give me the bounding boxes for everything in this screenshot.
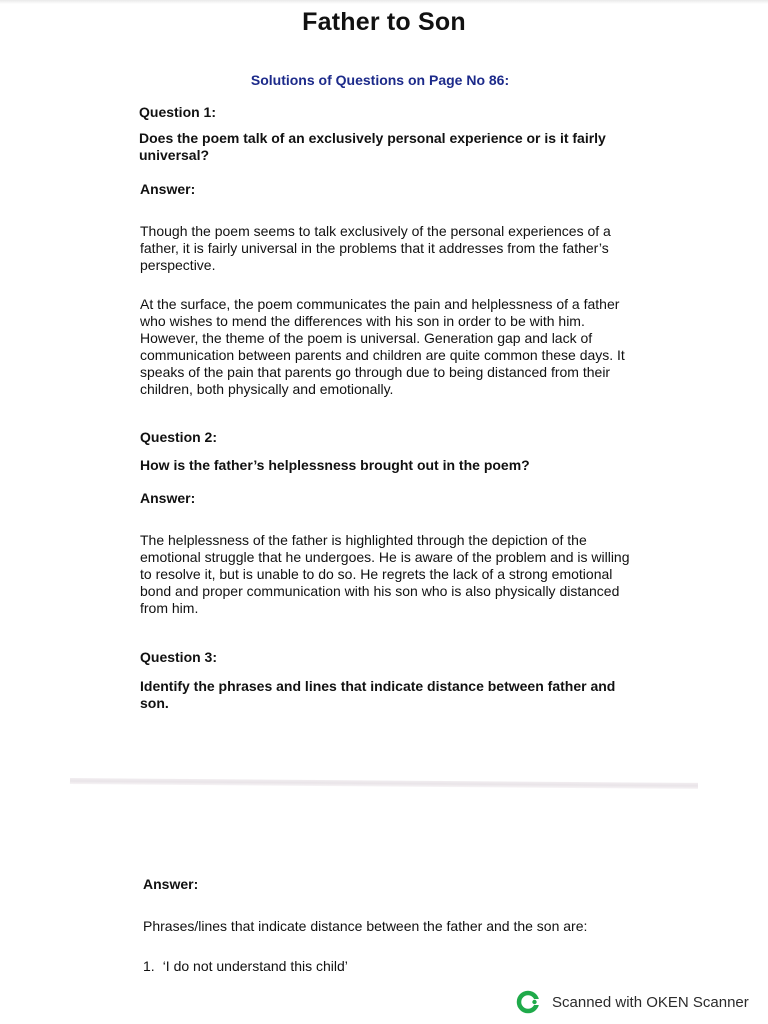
question-3-answer-paragraph-1: Phrases/lines that indicate distance between the father and the son are: — [143, 918, 588, 934]
page-subtitle: Solutions of Questions on Page No 86: — [250, 72, 510, 88]
question-1-text: Does the poem talk of an exclusively personal experience or is it fairly universal? — [139, 130, 606, 163]
question-2-answer-paragraph-1: The helplessness of the father is highlighted through the depiction of the emotional struggle that he undergoes. He is aware of the problem and is willing to resolve it, but is unable to do so. He regrets the lack of a strong emotional bond and proper communication with his son who is also physically distanced from him. — [140, 532, 630, 616]
question-2-text: How is the father’s helplessness brought out in the poem? — [140, 457, 530, 473]
page-divider — [70, 778, 698, 789]
question-1-answer-paragraph-1: Though the poem seems to talk exclusively of the personal experiences of a father, it is fairly universal in the problems that it addresses from the father’s perspective. — [140, 223, 611, 273]
list-item-number: 1. — [143, 958, 155, 974]
list-item — [143, 958, 348, 974]
question-3-answer-label: Answer: — [143, 876, 199, 892]
question-2-label: Question 2: — [140, 429, 218, 445]
question-3-label: Question 3: — [140, 649, 218, 665]
question-1-label: Question 1: — [139, 104, 217, 120]
question-1-answer-paragraph-2: At the surface, the poem communicates the pain and helplessness of a father who wishes to mend the differences with his son in order to be with him. However, the theme of the poem is universal. Generation gap and lack of communication between parents and children are quite common these days. It speaks of the pain that parents go through due to being distanced from their children, both physically and emotionally. — [140, 296, 625, 397]
question-2-answer-label: Answer: — [140, 490, 196, 506]
scanner-watermark — [516, 990, 749, 1014]
page-title: Father to Son — [302, 8, 466, 36]
scanner-watermark-text: Scanned with OKEN Scanner — [552, 993, 749, 1011]
question-3-text: Identify the phrases and lines that indicate distance between father and son. — [140, 678, 616, 711]
question-1-answer-label: Answer: — [140, 181, 196, 197]
list-item-text: ‘I do not understand this child’ — [162, 958, 348, 974]
page-top-edge — [0, 0, 768, 4]
oken-scanner-logo-icon — [516, 990, 540, 1014]
